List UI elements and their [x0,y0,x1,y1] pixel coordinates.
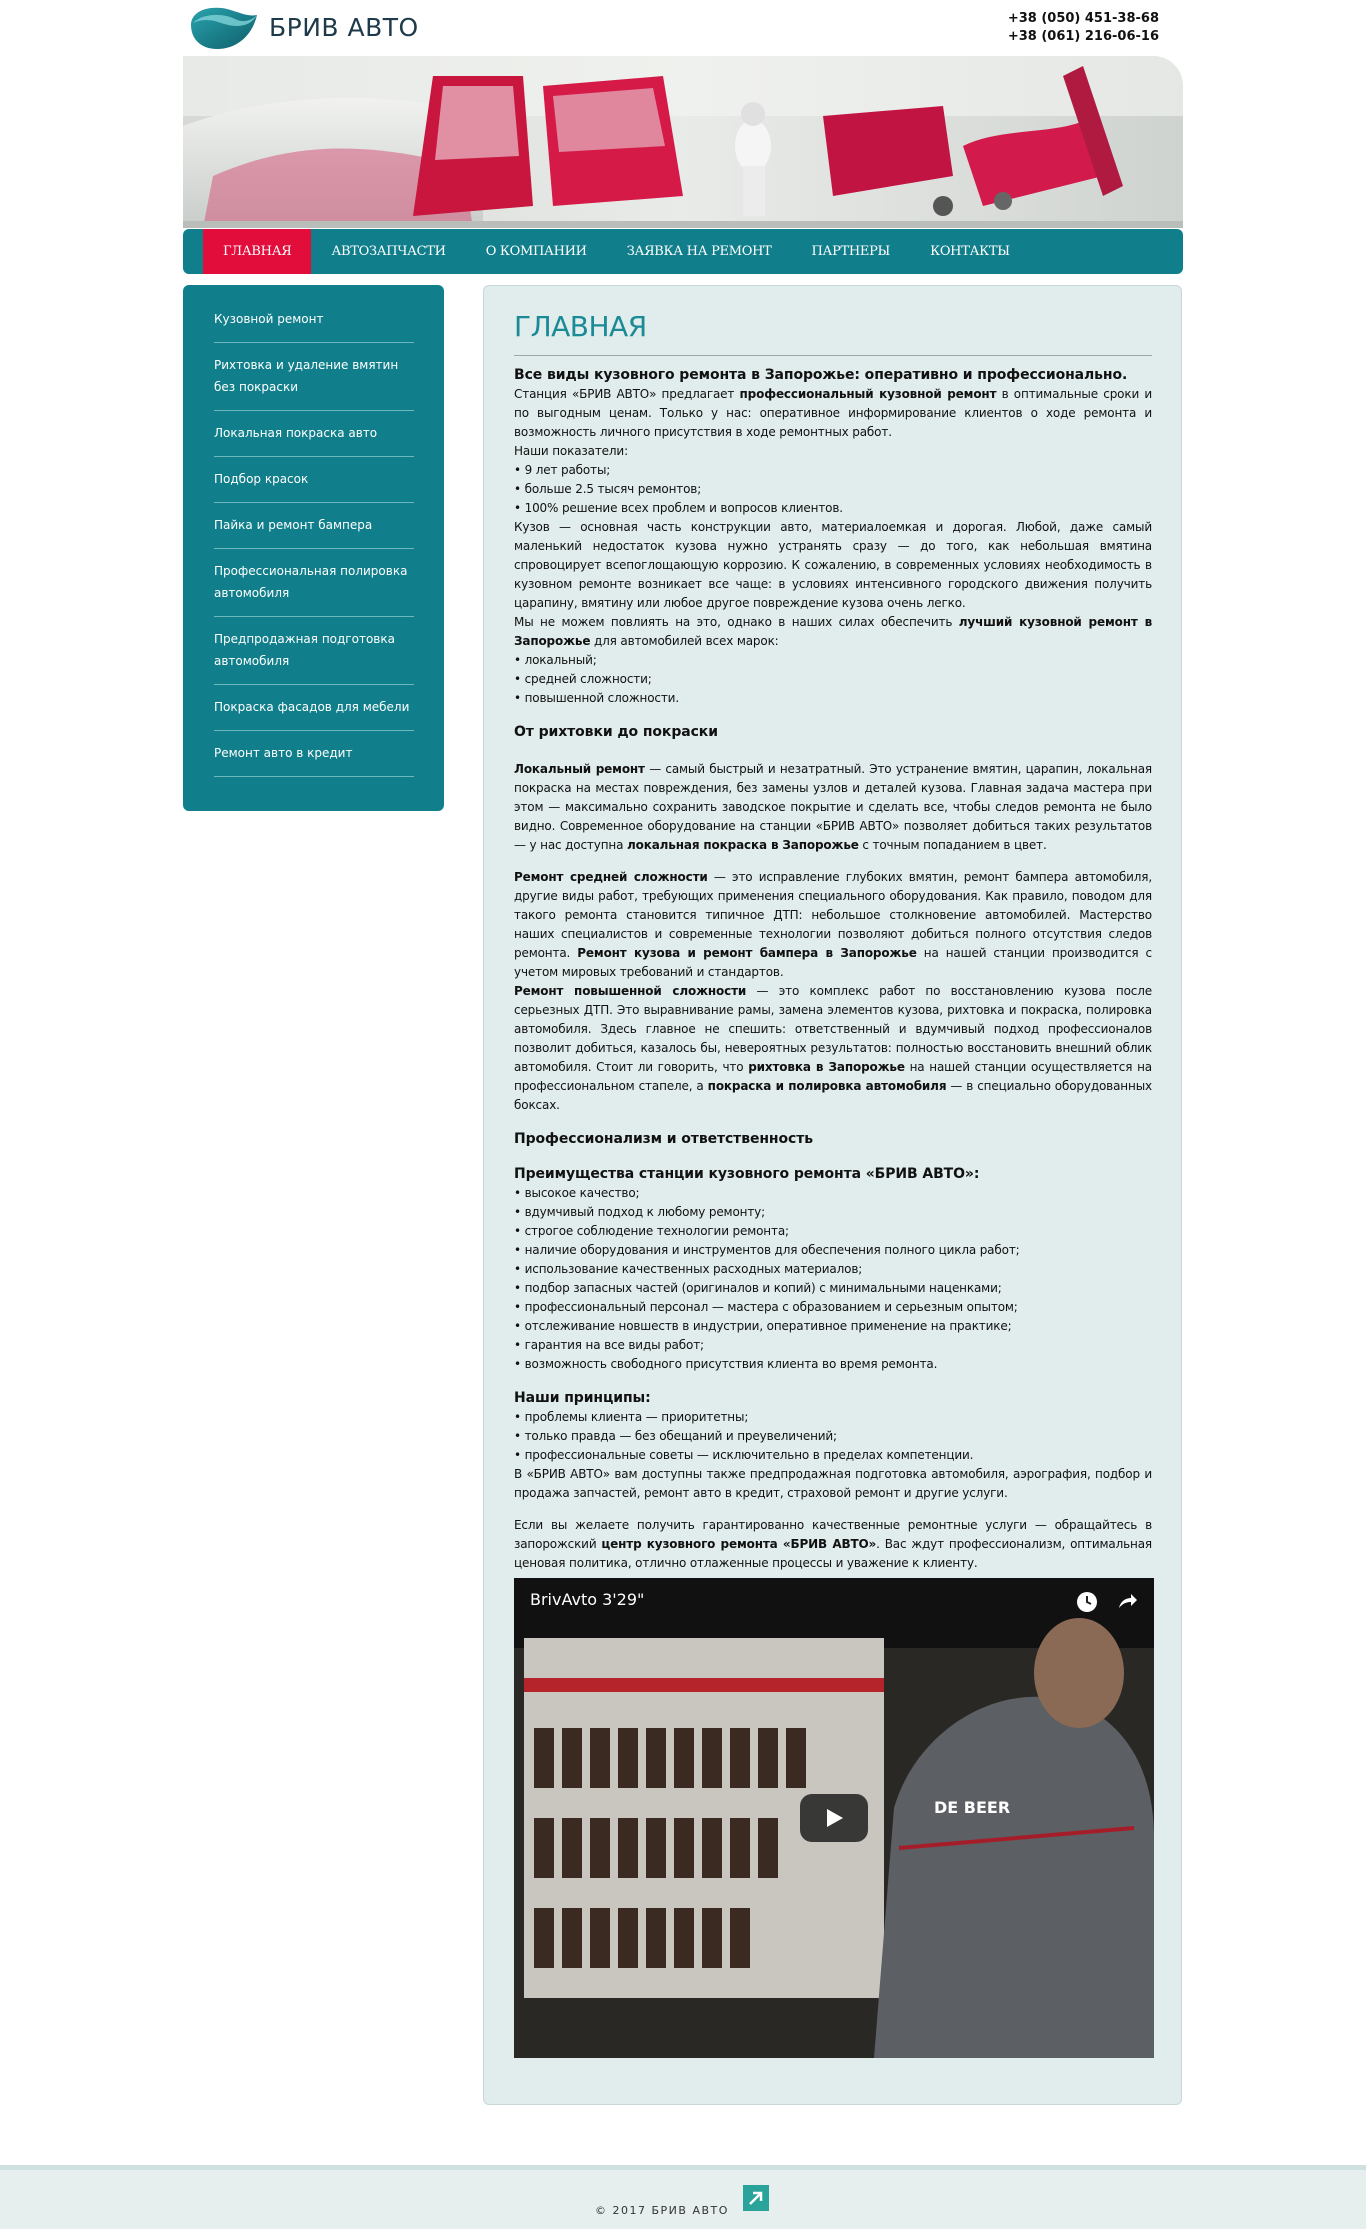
advantage-item: • использование качественных расходных материалов; [514,1262,863,1276]
header-phones [1008,10,1159,46]
intro-text: Станция «БРИВ АВТО» предлагает [514,387,740,401]
header-banner-image [183,56,1183,228]
high-text: — это комплекс работ по восстановлению кузова после серьезных ДТП. Это выравнивание рамы, замена элементов кузова, рихтовка и покраска, полировка автомобиля. Здесь главное не спешить: ответственный и вдумчивый подход профессионалов позволит добиться, казалось бы, невероятных результатов: полностью восстановить внешний облик автомобиля. Стоит ли говорить, что [514,984,1152,1074]
content-inner [514,306,1152,1573]
phone-number[interactable]: +38 (061) 216-06-16 [1007,29,1159,44]
mid-highlight: Ремонт средней сложности [514,870,708,884]
sidebar-item-body-repair[interactable]: Кузовной ремонт [214,297,414,343]
sidebar-item-bumper-repair[interactable]: Пайка и ремонт бампера [214,503,414,549]
mid-text: на нашей станции производится с учетом мировых требований и стандартов. [514,946,1152,979]
high-highlight: рихтовка в Запорожье [748,1060,905,1074]
sidebar-item-dent-removal[interactable]: Рихтовка и удаление вмятин без покраски [214,343,414,411]
sidebar-item-polishing[interactable]: Профессиональная полировка автомобиля [214,549,414,617]
logo-wave-icon [187,3,259,51]
best-highlight: лучший кузовной ремонт в Запорожье [514,615,1153,648]
logo-text: БРИВ АВТО [269,12,419,42]
menu-item-home[interactable]: ГЛАВНАЯ [203,229,311,274]
site-footer [0,2165,1366,2229]
advantage-item: • подбор запасных частей (оригиналов и копий) с минимальными наценками; [514,1281,1002,1295]
high-text: — в специально оборудованных боксах. [514,1079,1152,1112]
section-heading: Наши принципы: [514,1390,651,1406]
advantage-item: • вдумчивый подход к любому ремонту; [514,1205,766,1219]
local-text: с точным попаданием в цвет. [858,838,1047,852]
body-paragraph: Кузов — основная часть конструкции авто, материалоемкая и дорогая. Любой, даже самый маленький недостаток кузова нужно устранять сразу — до того, как небольшая вмятина спровоцирует всепоглощающую коррозию. К сожалению, в современных условиях необходимость в кузовном ремонте возникает все чаще: в условиях интенсивного городского движения получить царапину, вмятину или любое другое повреждение кузова очень легко. [514,520,1152,610]
principle-item: • профессиональные советы — исключительно в пределах компетенции. [514,1448,974,1462]
principle-item: • только правда — без обещаний и преувеличений; [514,1429,837,1443]
final-highlight: центр кузовного ремонта «БРИВ АВТО» [601,1537,877,1551]
main-content [483,285,1182,2105]
local-highlight: локальная покраска в Запорожье [626,838,859,852]
developer-link-icon[interactable] [743,2185,769,2211]
advantage-item: • возможность свободного присутствия клиента во время ремонта. [514,1357,938,1371]
mid-text: — это исправление глубоких вмятин, ремонт бампера автомобиля, другие виды работ, требующих применения специального оборудования. Как правило, поводом для такого ремонта становится типичное ДТП: небольшое столкновение автомобилей. Мастерство наших специалистов и современные технологии позволяют добиться полного отсутствия следов ремонта. [514,870,1152,960]
local-text: — самый быстрый и незатратный. Это устранение вмятин, царапин, локальная покраска на местах повреждения, без замены узлов и деталей кузова. Главная задача мастера при этом — максимально сохранить заводское покрытие и сделать все, чтобы следов ремонта не было видно. Современное оборудование на станции «БРИВ АВТО» позволяет добиться таких результатов — у нас доступна [514,762,1152,852]
menu-item-partners[interactable]: ПАРТНЕРЫ [811,244,891,259]
menu-item-repair-request[interactable]: ЗАЯВКА НА РЕМОНТ [626,244,772,259]
principle-item: • проблемы клиента — приоритетны; [514,1410,749,1424]
jacket-logo-text: DE BEER [934,1798,1011,1817]
final-text: Если вы желаете получить гарантированно качественные ремонтные услуги — обращайтесь в запорожский [514,1518,1152,1551]
sidebar-item-local-paint[interactable]: Локальная покраска авто [214,411,414,457]
best-text: Мы не можем повлиять на это, однако в наших силах обеспечить [514,615,959,629]
best-text: для автомобилей всех марок: [590,634,779,648]
high-highlight: покраска и полировка автомобиля [707,1079,947,1093]
intro-paragraph [514,385,1152,442]
repair-kind-item: • локальный; [514,653,597,667]
local-highlight: Локальный ремонт [514,762,645,776]
indicators-label: Наши показатели: [514,444,628,458]
advantage-item: • высокое качество; [514,1186,640,1200]
repair-kind-item: • повышенной сложности. [514,691,679,705]
main-menu [183,229,1183,274]
services-paragraph: В «БРИВ АВТО» вам доступны также предпродажная подготовка автомобиля, аэрография, подбор и продажа запчастей, ремонт авто в кредит, страховой ремонт и другие услуги. [514,1467,1152,1500]
section-heading: От рихтовки до покраски [514,724,718,740]
services-sidebar [183,285,444,811]
high-text: на нашей станции осуществляется на профессиональном стапеле, а [514,1060,1153,1093]
high-highlight: Ремонт повышенной сложности [514,984,747,998]
copyright-text: © 2017 БРИВ АВТО [595,2204,729,2217]
mid-repair-paragraph [514,868,1152,982]
sidebar-item-credit-repair[interactable]: Ремонт авто в кредит [214,731,414,777]
advantage-item: • наличие оборудования и инструментов для обеспечения полного цикла работ; [514,1243,1020,1257]
video-title[interactable]: BrivAvto 3'29" [530,1590,645,1609]
menu-item-parts[interactable]: АВТОЗАПЧАСТИ [331,244,446,259]
paint-shop-banner-image [183,56,1183,228]
sidebar-item-furniture-paint[interactable]: Покраска фасадов для мебели [214,685,414,731]
repair-kind-item: • средней сложности; [514,672,652,686]
page-title: ГЛАВНАЯ [514,306,1152,356]
article-body [514,366,1152,1573]
menu-item-about[interactable]: О КОМПАНИИ [485,244,587,259]
high-repair-paragraph [514,982,1152,1115]
mid-highlight: Ремонт кузова и ремонт бампера в Запорожье [577,946,917,960]
play-button[interactable] [800,1794,868,1842]
indicator-item: • 100% решение всех проблем и вопросов клиентов. [514,501,843,515]
sidebar-item-presale-prep[interactable]: Предпродажная подготовка автомобиля [214,617,414,685]
final-text: . Вас ждут профессионализм, оптимальная ценовая политика, отлично отлаженные процессы и уважение к клиенту. [514,1537,1152,1570]
play-icon [800,1794,868,1842]
indicator-item: • больше 2.5 тысяч ремонтов; [514,482,702,496]
sidebar-item-paint-matching[interactable]: Подбор красок [214,457,414,503]
phone-number[interactable]: +38 (050) 451-38-68 [1007,11,1159,26]
advantage-item: • гарантия на все виды работ; [514,1338,704,1352]
watch-later-icon[interactable] [1075,1590,1099,1614]
intro-highlight: профессиональный кузовной ремонт [739,387,997,401]
share-icon[interactable] [1115,1590,1139,1614]
menu-item-contacts[interactable]: КОНТАКТЫ [930,244,1010,259]
section-heading: Профессионализм и ответственность [514,1131,813,1147]
advantage-item: • строгое соблюдение технологии ремонта; [514,1224,789,1238]
video-player[interactable] [514,1578,1154,2058]
intro-text: в оптимальные сроки и по выгодным ценам. Только у нас: оперативное информирование клиентов о ходе ремонта и возможность личного присутствия в ходе ремонтных работ. [514,387,1153,439]
article-heading: Все виды кузовного ремонта в Запорожье: оперативно и профессионально. [514,367,1128,383]
site-logo[interactable] [187,2,419,52]
indicator-item: • 9 лет работы; [514,463,611,477]
local-repair-paragraph [514,760,1152,855]
best-repair-paragraph [514,613,1152,651]
advantage-item: • отслеживание новшеств в индустрии, оперативное применение на практике; [514,1319,1012,1333]
advantage-item: • профессиональный персонал — мастера с образованием и серьезным опытом; [514,1300,1018,1314]
section-heading: Преимущества станции кузовного ремонта «БРИВ АВТО»: [514,1166,980,1182]
final-paragraph [514,1516,1152,1573]
